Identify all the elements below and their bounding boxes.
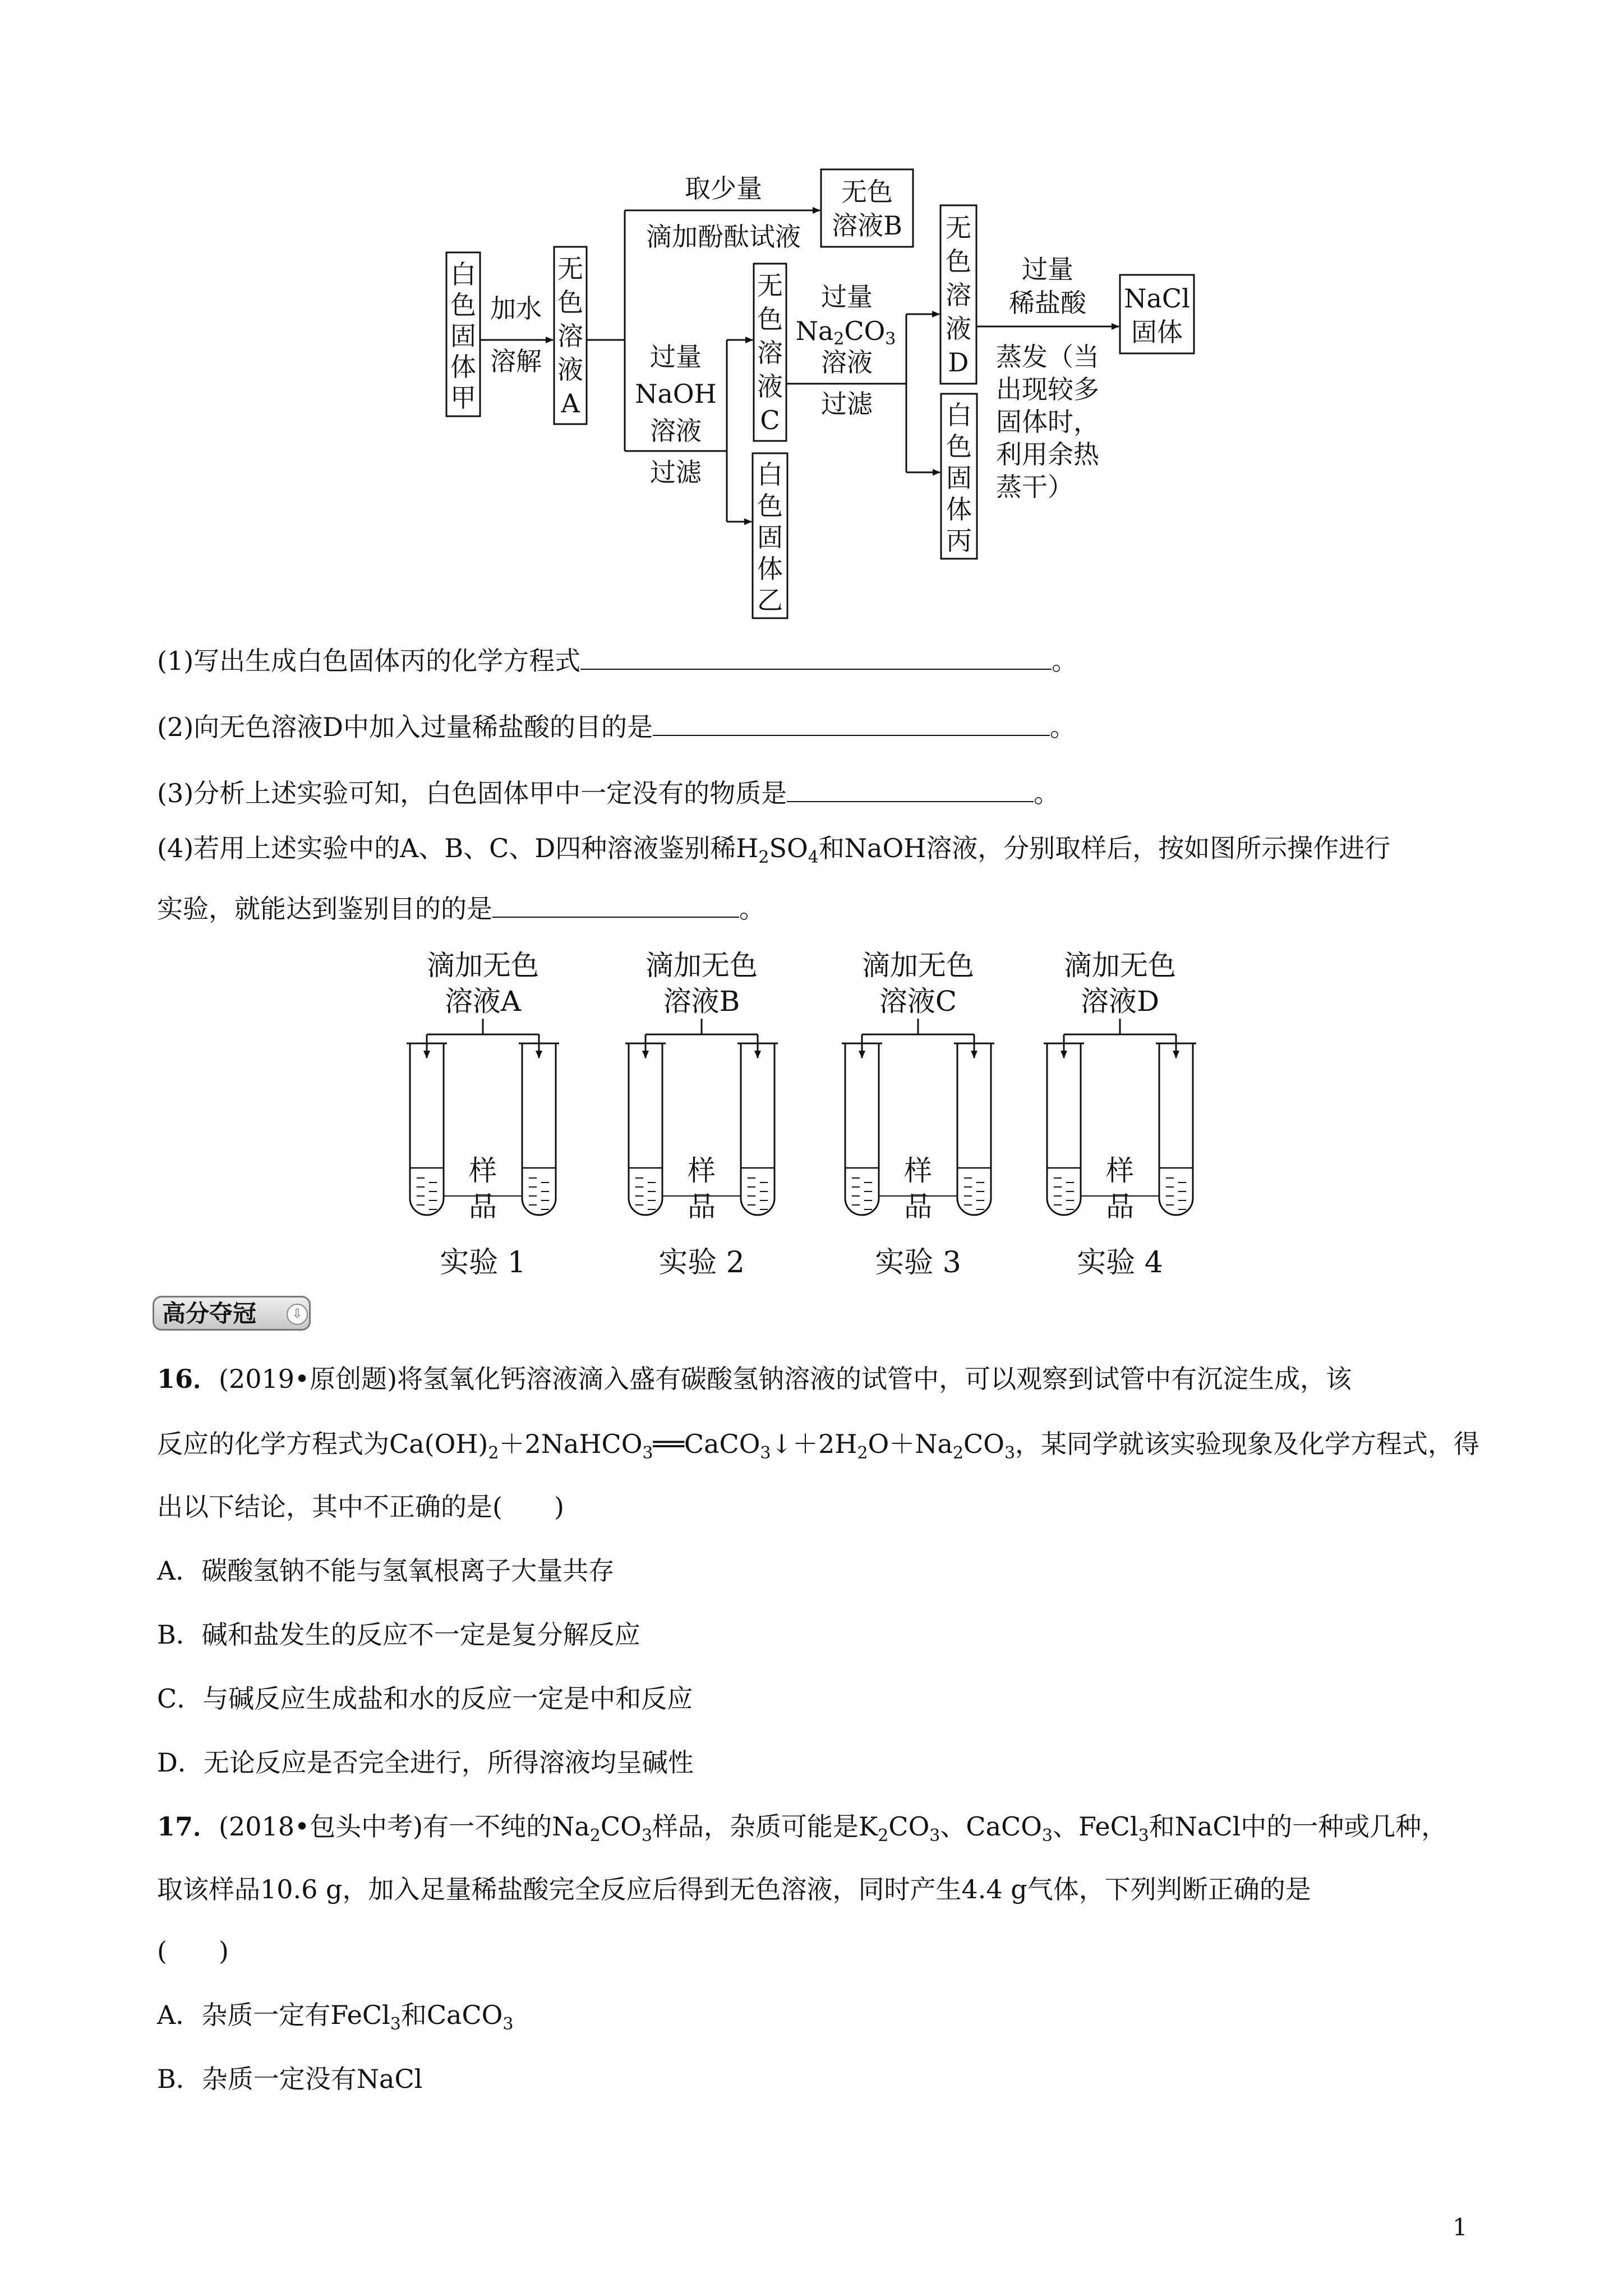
test-tube xyxy=(1047,1043,1081,1215)
subscript: 2 xyxy=(857,1443,868,1464)
question-number: 16． xyxy=(157,1364,219,1394)
label-filter: 过滤 xyxy=(650,457,702,487)
box-b-line: 溶液B xyxy=(832,210,902,241)
subscript: 3 xyxy=(641,1826,652,1846)
box-a-char: 无 xyxy=(557,254,583,284)
answer-blank[interactable] xyxy=(580,646,1052,670)
subscript: 3 xyxy=(760,1443,771,1464)
formula-part: 、CaCO xyxy=(940,1811,1042,1842)
q17-line-2: 取该样品10.6 g，加入足量稀盐酸完全反应后得到无色溶液，同时产生4.4 g气体，下列判断正确的是 xyxy=(157,1874,1311,1904)
question-2 xyxy=(157,710,1076,744)
sample-label: 品 xyxy=(1106,1190,1134,1223)
q16-option-c[interactable]: C．与碱反应生成盐和水的反应一定是中和反应 xyxy=(157,1683,693,1714)
question-1-text: (1)写出生成白色固体丙的化学方程式 xyxy=(157,646,581,676)
subscript: 3 xyxy=(502,2014,514,2035)
formula-part: CO xyxy=(888,1811,930,1842)
formula-part: SO xyxy=(769,833,808,863)
box-yi-char: 体 xyxy=(757,554,783,584)
subscript: 3 xyxy=(642,1443,653,1464)
label-excess: 过量 xyxy=(1022,254,1073,284)
subscript: 3 xyxy=(1138,1826,1149,1846)
q17-stem: (2018•包头中考)有一不纯的Na xyxy=(219,1811,590,1842)
section-badge xyxy=(153,1296,311,1331)
test-tube xyxy=(629,1043,662,1215)
question-4-text: (4)若用上述实验中的A、B、C、D四种溶液鉴别稀H xyxy=(157,833,759,863)
drop-label: 溶液C xyxy=(879,985,957,1018)
box-nacl-line: NaCl xyxy=(1124,283,1190,314)
label-solution: 溶液 xyxy=(650,416,702,446)
chevron-down-icon: ⇩ xyxy=(287,1304,308,1325)
label-dissolve: 溶解 xyxy=(490,346,542,376)
test-tube xyxy=(845,1043,879,1215)
answer-blank[interactable] xyxy=(787,779,1034,802)
box-c-char: 液 xyxy=(757,371,783,402)
question-1 xyxy=(157,644,1077,678)
box-jia-char: 甲 xyxy=(450,383,476,413)
option-text: A．杂质一定有FeCl xyxy=(157,2000,390,2030)
box-nacl-line: 固体 xyxy=(1131,317,1183,347)
period: 。 xyxy=(1050,712,1076,742)
experiment-1 xyxy=(407,949,559,1280)
period: 。 xyxy=(1052,646,1078,676)
box-a-char: 溶 xyxy=(557,321,583,351)
label-naoh: NaOH xyxy=(635,379,717,409)
experiment-2 xyxy=(625,949,778,1280)
box-yi-char: 固 xyxy=(757,522,783,553)
box-yi-char: 乙 xyxy=(757,585,783,615)
experiment-label: 实验 2 xyxy=(658,1246,745,1280)
drop-label: 滴加无色 xyxy=(1064,949,1176,982)
subscript: 3 xyxy=(1004,1443,1016,1464)
sample-label: 样 xyxy=(904,1154,932,1187)
drop-label: 溶液D xyxy=(1080,985,1160,1018)
formula-part: CO xyxy=(600,1811,642,1842)
test-tube xyxy=(410,1043,444,1215)
question-4-text: 实验，就能达到鉴别目的的是 xyxy=(157,894,492,924)
page-number: 1 xyxy=(1453,2214,1468,2241)
box-d-char: 无 xyxy=(946,213,971,243)
box-c-char: 色 xyxy=(757,304,783,334)
question-4-line-1 xyxy=(157,831,1390,875)
label-excess: 过量 xyxy=(821,282,873,312)
drop-label: 滴加无色 xyxy=(645,949,758,982)
experiment-label: 实验 1 xyxy=(440,1246,526,1280)
q17-option-b[interactable]: B．杂质一定没有NaCl xyxy=(157,2064,423,2094)
evaporate-note-line: 利用余热 xyxy=(996,439,1099,470)
q16-stem: (2019•原创题)将氢氧化钙溶液滴入盛有碳酸氢钠溶液的试管中，可以观察到试管中有沉淀生成，该 xyxy=(219,1364,1352,1394)
sample-label: 品 xyxy=(469,1190,497,1223)
label-filter: 过滤 xyxy=(821,389,873,419)
subscript: 2 xyxy=(589,1826,601,1846)
equation-part: CO xyxy=(963,1429,1004,1459)
subscript: 2 xyxy=(488,1443,499,1464)
label-add-water: 加水 xyxy=(490,293,542,324)
equation-part: 反应的化学方程式为Ca(OH) xyxy=(157,1429,488,1459)
q16-option-a[interactable]: A．碳酸氢钠不能与氢氧根离子大量共存 xyxy=(157,1556,615,1586)
subscript: 3 xyxy=(929,1826,940,1846)
option-text: 和CaCO xyxy=(400,2000,503,2030)
box-d-char: 液 xyxy=(946,314,971,344)
question-2-text: (2)向无色溶液D中加入过量稀盐酸的目的是 xyxy=(157,712,653,742)
drop-label: 滴加无色 xyxy=(427,949,539,982)
equation-part: ＋2NaHCO xyxy=(499,1429,643,1459)
q16-line-2 xyxy=(157,1427,1479,1470)
drop-label: 溶液B xyxy=(663,985,740,1018)
box-a-char: 色 xyxy=(557,287,583,318)
box-bing-char: 白 xyxy=(946,400,972,430)
q17-line-3: ( ) xyxy=(157,1936,229,1966)
q16-option-d[interactable]: D．无论反应是否完全进行，所得溶液均呈碱性 xyxy=(157,1747,694,1778)
sample-label: 样 xyxy=(688,1154,716,1187)
box-jia-char: 固 xyxy=(450,321,476,351)
box-a-char: 液 xyxy=(557,355,583,385)
box-jia-char: 色 xyxy=(450,290,476,320)
formula-part: 、FeCl xyxy=(1053,1811,1138,1842)
label-excess: 过量 xyxy=(650,342,702,372)
q17-line-1 xyxy=(157,1810,1447,1853)
test-tube xyxy=(957,1043,991,1215)
box-c-char: 溶 xyxy=(757,338,783,368)
q16-line-3: 出以下结论，其中不正确的是( ) xyxy=(157,1492,564,1522)
box-bing-char: 丙 xyxy=(946,526,972,556)
subscript: 4 xyxy=(808,848,819,868)
test-tube xyxy=(741,1043,774,1215)
box-d-char: D xyxy=(948,347,969,378)
test-tube xyxy=(1159,1043,1193,1215)
question-4-text: 和NaOH溶液，分别取样后，按如图所示操作进行 xyxy=(818,833,1391,863)
experiment-3 xyxy=(842,949,994,1280)
sample-label: 品 xyxy=(904,1190,932,1223)
experiment-label: 实验 3 xyxy=(875,1246,961,1280)
experiment-4 xyxy=(1044,949,1196,1280)
box-d-char: 色 xyxy=(946,246,971,277)
subscript: 2 xyxy=(952,1443,964,1464)
q17-option-a[interactable] xyxy=(157,1998,513,2041)
box-jia-char: 体 xyxy=(450,352,476,382)
evaporate-note-line: 出现较多 xyxy=(996,374,1099,404)
sample-label: 样 xyxy=(469,1154,497,1187)
box-a-char: A xyxy=(561,388,580,418)
test-tube xyxy=(522,1043,556,1215)
box-yi-char: 色 xyxy=(757,491,783,521)
box-bing-char: 固 xyxy=(946,463,972,493)
q16-option-b[interactable]: B．碱和盐发生的反应不一定是复分解反应 xyxy=(157,1619,640,1650)
q17-stem: 样品，杂质可能是K xyxy=(652,1811,878,1842)
answer-blank[interactable] xyxy=(492,894,739,918)
subscript: 3 xyxy=(1041,1826,1053,1846)
question-4-line-2 xyxy=(157,892,765,926)
q17-stem: 和NaCl中的一种或几种， xyxy=(1149,1811,1447,1842)
subscript: 2 xyxy=(878,1826,889,1846)
sample-label: 品 xyxy=(688,1190,716,1223)
box-jia-char: 白 xyxy=(450,259,476,289)
box-b-line: 无色 xyxy=(841,177,893,207)
evaporate-note-line: 蒸干） xyxy=(996,472,1073,502)
experiment-label: 实验 4 xyxy=(1077,1246,1163,1280)
box-c-char: 无 xyxy=(757,270,783,301)
evaporate-note-line: 蒸发（当 xyxy=(996,342,1099,372)
q16-stem: ，某同学就该实验现象及化学方程式，得 xyxy=(1015,1429,1480,1459)
q16-line-1 xyxy=(157,1362,1352,1396)
evaporate-note-line: 固体时， xyxy=(996,407,1099,437)
section-badge-label: 高分夺冠 xyxy=(162,1300,257,1327)
label-dilute-hcl: 稀盐酸 xyxy=(1009,288,1086,318)
box-bing-char: 色 xyxy=(946,431,972,462)
question-3-text: (3)分析上述实验可知，白色固体甲中一定没有的物质是 xyxy=(157,778,787,808)
sample-label: 样 xyxy=(1106,1154,1134,1187)
label-na2co3: Na2CO3 xyxy=(795,316,896,349)
drop-label: 溶液A xyxy=(444,985,522,1018)
answer-blank[interactable] xyxy=(653,712,1050,736)
equation-part: O＋Na xyxy=(868,1429,953,1459)
label-solution: 溶液 xyxy=(821,347,873,378)
separation-flowchart xyxy=(0,0,1623,628)
question-number: 17． xyxy=(157,1811,219,1842)
period: 。 xyxy=(1034,778,1060,808)
label-take-small-amount: 取少量 xyxy=(685,173,762,204)
box-d-char: 溶 xyxy=(946,280,971,310)
subscript: 3 xyxy=(390,2014,401,2035)
box-bing-char: 体 xyxy=(946,494,972,524)
subscript: 2 xyxy=(758,848,769,868)
test-tube-experiments xyxy=(0,942,1623,1301)
label-add-phenolphthalein: 滴加酚酞试液 xyxy=(646,222,801,252)
period: 。 xyxy=(739,894,765,924)
equation-part: ↓＋2H xyxy=(771,1429,857,1459)
box-c-char: C xyxy=(760,405,780,435)
equation-part: ══CaCO xyxy=(653,1429,760,1459)
box-yi-char: 白 xyxy=(757,459,783,490)
question-3 xyxy=(157,776,1059,810)
drop-label: 滴加无色 xyxy=(862,949,974,982)
